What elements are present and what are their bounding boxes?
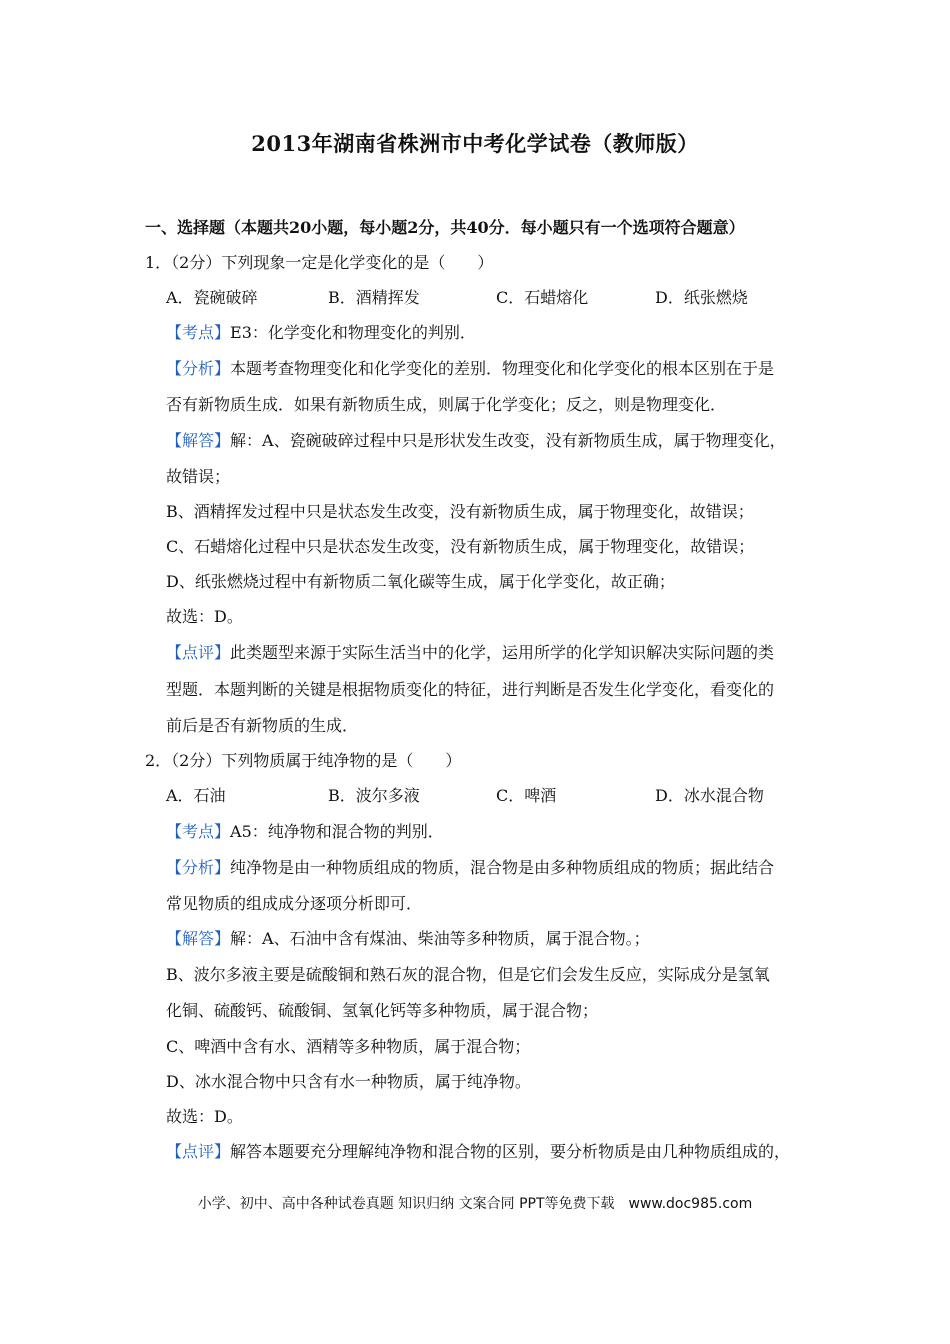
page-footer: 小学、初中、高中各种试卷真题 知识归纳 文案合同 PPT等免费下载 www.doc985.com [197,1196,753,1212]
q2-dianping [166,1142,790,1162]
q2-jieda-tag: 【解答】 [166,929,231,948]
q1-jieda-tag: 【解答】 [166,431,231,450]
q1-fenxi-text-1: 本题考查物理变化和化学变化的差别．物理变化和化学变化的根本区别在于是 [230,359,775,378]
q2-jieda-text-1: 解：A、石油中含有煤油、柴油等多种物质，属于混合物。； [230,929,650,948]
q2-jieda-text-4: C、啤酒中含有水、酒精等多种物质，属于混合物； [166,1037,531,1056]
q2-jieda [166,929,650,949]
q2-option-c: C．啤酒 [496,786,557,805]
q2-option-a: A．石油 [166,786,226,805]
q2-fenxi-tag: 【分析】 [166,858,231,877]
q1-jieda-text-2: 故错误； [166,467,231,486]
q1-fenxi-tag: 【分析】 [166,359,231,378]
q1-jieda-text-3: B、酒精挥发过程中只是状态发生改变，没有新物质生成，属于物理变化，故错误； [166,502,754,521]
q2-option-b: B．波尔多液 [328,786,420,805]
q1-dianping-tag: 【点评】 [166,643,231,662]
q2-jieda-text-3: 化铜、硫酸钙、硫酸铜、氢氧化钙等多种物质，属于混合物； [166,1001,599,1020]
q2-stem: 2．（2分）下列物质属于纯净物的是（ ） [145,751,462,770]
q1-jieda-text-6: 故选：D。 [166,607,243,626]
q2-fenxi-text-1: 纯净物是由一种物质组成的物质，混合物是由多种物质组成的物质；据此结合 [230,858,775,877]
q1-option-c: C．石蜡熔化 [496,288,589,307]
q1-dianping-text-3: 前后是否有新物质的生成． [166,716,359,735]
q2-fenxi [166,858,774,878]
q2-kaodian-tag: 【考点】 [166,822,231,841]
q1-stem: 1．（2分）下列现象一定是化学变化的是（ ） [145,253,494,272]
q1-option-b: B．酒精挥发 [328,288,420,307]
q1-jieda-text-5: D、纸张燃烧过程中有新物质二氧化碳等生成，属于化学变化，故正确； [166,572,675,591]
q2-dianping-text-1: 解答本题要充分理解纯净物和混合物的区别，要分析物质是由几种物质组成的， [230,1142,791,1161]
q2-kaodian [166,822,444,842]
q2-fenxi-text-2: 常见物质的组成成分逐项分析即可． [166,894,423,913]
page-title: 2013年湖南省株洲市中考化学试卷（教师版） [251,131,699,156]
q1-kaodian-text: E3：化学变化和物理变化的判别． [230,323,476,342]
q1-jieda-text-1: 解：A、瓷碗破碎过程中只是形状发生改变，没有新物质生成，属于物理变化， [230,431,786,450]
q1-jieda-text-4: C、石蜡熔化过程中只是状态发生改变，没有新物质生成，属于物理变化，故错误； [166,537,755,556]
q1-fenxi-text-2: 否有新物质生成．如果有新物质生成，则属于化学变化；反之，则是物理变化． [166,395,727,414]
q1-dianping [166,643,774,663]
q2-option-d: D．冰水混合物 [655,786,764,805]
q1-kaodian-tag: 【考点】 [166,323,231,342]
q1-option-d: D．纸张燃烧 [655,288,748,307]
q1-dianping-text-2: 型题．本题判断的关键是根据物质变化的特征，进行判断是否发生化学变化，看变化的 [166,680,775,699]
q1-jieda [166,431,786,451]
q1-kaodian [166,323,476,343]
q2-jieda-text-2: B、波尔多液主要是硫酸铜和熟石灰的混合物，但是它们会发生反应，实际成分是氢氧 [166,965,770,984]
q1-option-a: A．瓷碗破碎 [166,288,258,307]
q2-jieda-text-5: D、冰水混合物中只含有水一种物质，属于纯净物。 [166,1072,531,1091]
q1-dianping-text-1: 此类题型来源于实际生活当中的化学，运用所学的化学知识解决实际问题的类 [230,643,775,662]
q1-fenxi [166,359,774,379]
q2-dianping-tag: 【点评】 [166,1142,231,1161]
section-header: 一、选择题（本题共20小题，每小题2分，共40分．每小题只有一个选项符合题意） [145,218,745,237]
q2-jieda-text-6: 故选：D。 [166,1107,243,1126]
q2-kaodian-text: A5：纯净物和混合物的判别． [230,822,444,841]
